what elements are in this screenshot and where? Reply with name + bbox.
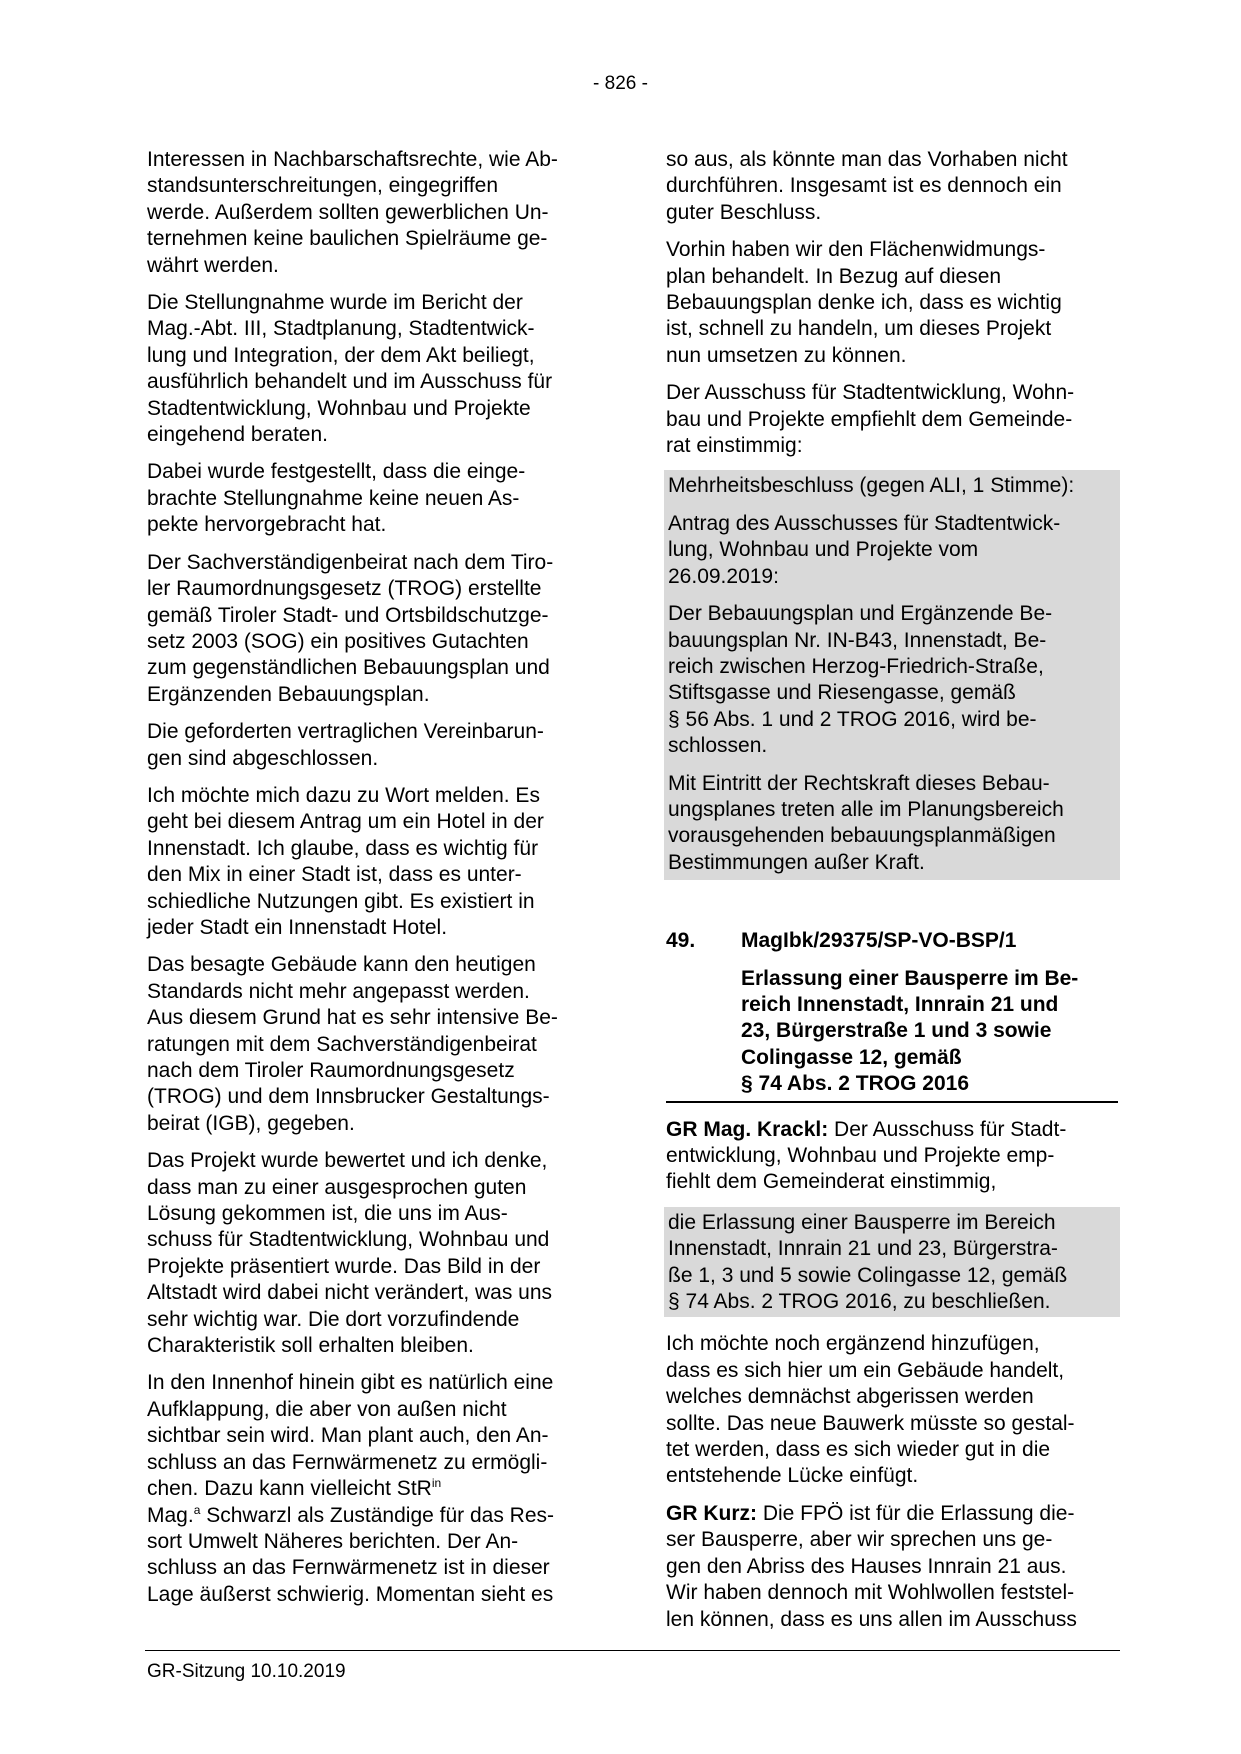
- superscript: in: [431, 1476, 442, 1491]
- paragraph: Ich möchte mich dazu zu Wort melden. Es geht bei diesem Antrag um ein Hotel in der Innenstadt. Ich glaube, dass es wichtig für den Mix in einer Stadt ist, dass es unter- schiedliche Nutzungen gibt. Es existiert in jeder Stadt ein Innenstadt Hotel.: [147, 783, 544, 939]
- paragraph-text: In den Innenhof hinein gibt es natürlich eine Aufklappung, die aber von außen nicht sichtbar sein wird. Man plant auch, den An- schluss an das Fernwärmenetz zu ermögli- chen. Dazu kann vielleicht StR: [147, 1371, 554, 1501]
- paragraph: Das besagte Gebäude kann den heutigen Standards nicht mehr angepasst werden. Aus diesem Grund hat es sehr intensive Be- ratungen mit dem Sachverständigenbeirat nach dem Tiroler Raumordnungsgesetz (TROG) und dem Innsbrucker Gestaltungs- beirat (IGB), gegeben.: [147, 953, 558, 1135]
- speech: [666, 1117, 1118, 1196]
- resolution-line: Mehrheitsbeschluss (gegen ALI, 1 Stimme):: [668, 474, 1075, 498]
- speech-text: Die FPÖ ist für die Erlassung die- ser Bausperre, aber wir sprechen uns ge- gen den Abriss des Hauses Innrain 21 aus. Wir haben dennoch mit Wohlwollen feststel- len können, dass es uns allen im Ausschuss: [666, 1501, 1077, 1631]
- resolution-line: Mit Eintritt der Rechtskraft dieses Bebau- ungsplanes treten alle im Planungsbereich vorausgehenden bebauungsplanmäßigen Bestimmungen außer Kraft.: [668, 771, 1064, 874]
- divider: [666, 1101, 1118, 1103]
- paragraph: Ich möchte noch ergänzend hinzufügen, dass es sich hier um ein Gebäude handelt, welches demnächst abgerissen werden sollte. Das neue Bauwerk müsste so gestal- tet werden, dass es sich wieder gut in die entstehende Lücke einfügt.: [666, 1332, 1075, 1488]
- right-column: [666, 147, 1118, 1644]
- agenda-item-number: 49.: [666, 929, 696, 953]
- footer-text: GR-Sitzung 10.10.2019: [147, 1661, 346, 1682]
- paragraph: Der Ausschuss für Stadtentwicklung, Wohn- bau und Projekte empfiehlt dem Gemeinde- rat einstimmig:: [666, 381, 1075, 458]
- left-column: [147, 147, 605, 1619]
- motion-box: die Erlassung einer Bausperre im Bereich Innenstadt, Innrain 21 und 23, Bürgerstra- ße 1, 3 und 5 sowie Colingasse 12, gemäß § 74 Abs. 2 TROG 2016, zu beschließen.: [664, 1207, 1120, 1318]
- paragraph: so aus, als könnte man das Vorhaben nicht durchführen. Insgesamt ist es dennoch ein guter Beschluss.: [666, 148, 1068, 224]
- paragraph-text: Mag.: [147, 1503, 194, 1527]
- resolution-line: Der Bebauungsplan und Ergänzende Be- bauungsplan Nr. IN-B43, Innenstadt, Be- reich zwischen Herzog-Friedrich-Straße, Stiftsgasse und Riesengasse, gemäß § 56 Abs. 1 und 2 TROG 2016, wird be- schlossen.: [668, 602, 1053, 758]
- agenda-item-title: Erlassung einer Bausperre im Be- reich Innenstadt, Innrain 21 und 23, Bürgerstraße 1 und 3 sowie Colingasse 12, gemäß § 74 Abs. 2 TROG 2016: [741, 966, 1079, 1096]
- paragraph: Der Sachverständigenbeirat nach dem Tiro- ler Raumordnungsgesetz (TROG) erstellte gemäß Tiroler Stadt- und Ortsbildschutzge- setz 2003 (SOG) ein positives Gutachten zum gegenständlichen Bebauungsplan und Ergänzenden Bebauungsplan.: [147, 550, 554, 706]
- agenda-item-code: MagIbk/29375/SP-VO-BSP/1: [741, 929, 1017, 953]
- paragraph: Interessen in Nachbarschaftsrechte, wie Ab- standsunterschreitungen, eingegriffen werde. Außerdem sollten gewerblichen Un- ternehmen keine baulichen Spielräume ge- währt werden.: [147, 148, 558, 277]
- paragraph: [147, 1370, 605, 1608]
- speaker-name: GR Mag. Krackl:: [666, 1117, 829, 1141]
- speech-text: Der Ausschuss für Stadt- entwicklung, Wohnbau und Projekte emp- fiehlt dem Gemeinderat einstimmig,: [666, 1117, 1067, 1194]
- agenda-item-heading: [666, 928, 1118, 1100]
- paragraph: Vorhin haben wir den Flächenwidmungs- plan behandelt. In Bezug auf diesen Bebauungsplan denke ich, dass es wichtig ist, schnell zu handeln, um dieses Projekt nun umsetzen zu können.: [666, 238, 1062, 367]
- page-number: - 826 -: [593, 73, 648, 94]
- resolution-line: Antrag des Ausschusses für Stadtentwick- lung, Wohnbau und Projekte vom 26.09.2019:: [668, 511, 1061, 588]
- paragraph-text: Schwarzl als Zuständige für das Res- sort Umwelt Näheres berichten. Der An- schluss an das Fernwärmenetz ist in dieser Lage äußerst schwierig. Momentan sieht es: [147, 1503, 555, 1606]
- footer-divider: [145, 1650, 1120, 1651]
- paragraph: Die geforderten vertraglichen Vereinbarun- gen sind abgeschlossen.: [147, 720, 544, 770]
- superscript: a: [193, 1502, 201, 1517]
- paragraph: Die Stellungnahme wurde im Bericht der Mag.-Abt. III, Stadtplanung, Stadtentwick- lung und Integration, der dem Akt beiliegt, ausführlich behandelt und im Ausschuss für Stadtentwicklung, Wohnbau und Projekte eingehend beraten.: [147, 291, 553, 447]
- speaker-name: GR Kurz:: [666, 1501, 757, 1525]
- paragraph: Das Projekt wurde bewertet und ich denke, dass man zu einer ausgesprochen guten Lösung gekommen ist, die uns im Aus- schuss für Stadtentwicklung, Wohnbau und Projekte präsentiert wurde. Das Bild in der Altstadt wird dabei nicht verändert, was uns sehr wichtig war. Die dort vorzufindende Charakteristik soll erhalten bleiben.: [147, 1149, 553, 1358]
- speech: [666, 1501, 1118, 1633]
- resolution-box: [664, 470, 1120, 880]
- paragraph: Dabei wurde festgestellt, dass die einge- brachte Stellungnahme keine neuen As- pekte hervorgebracht hat.: [147, 460, 526, 537]
